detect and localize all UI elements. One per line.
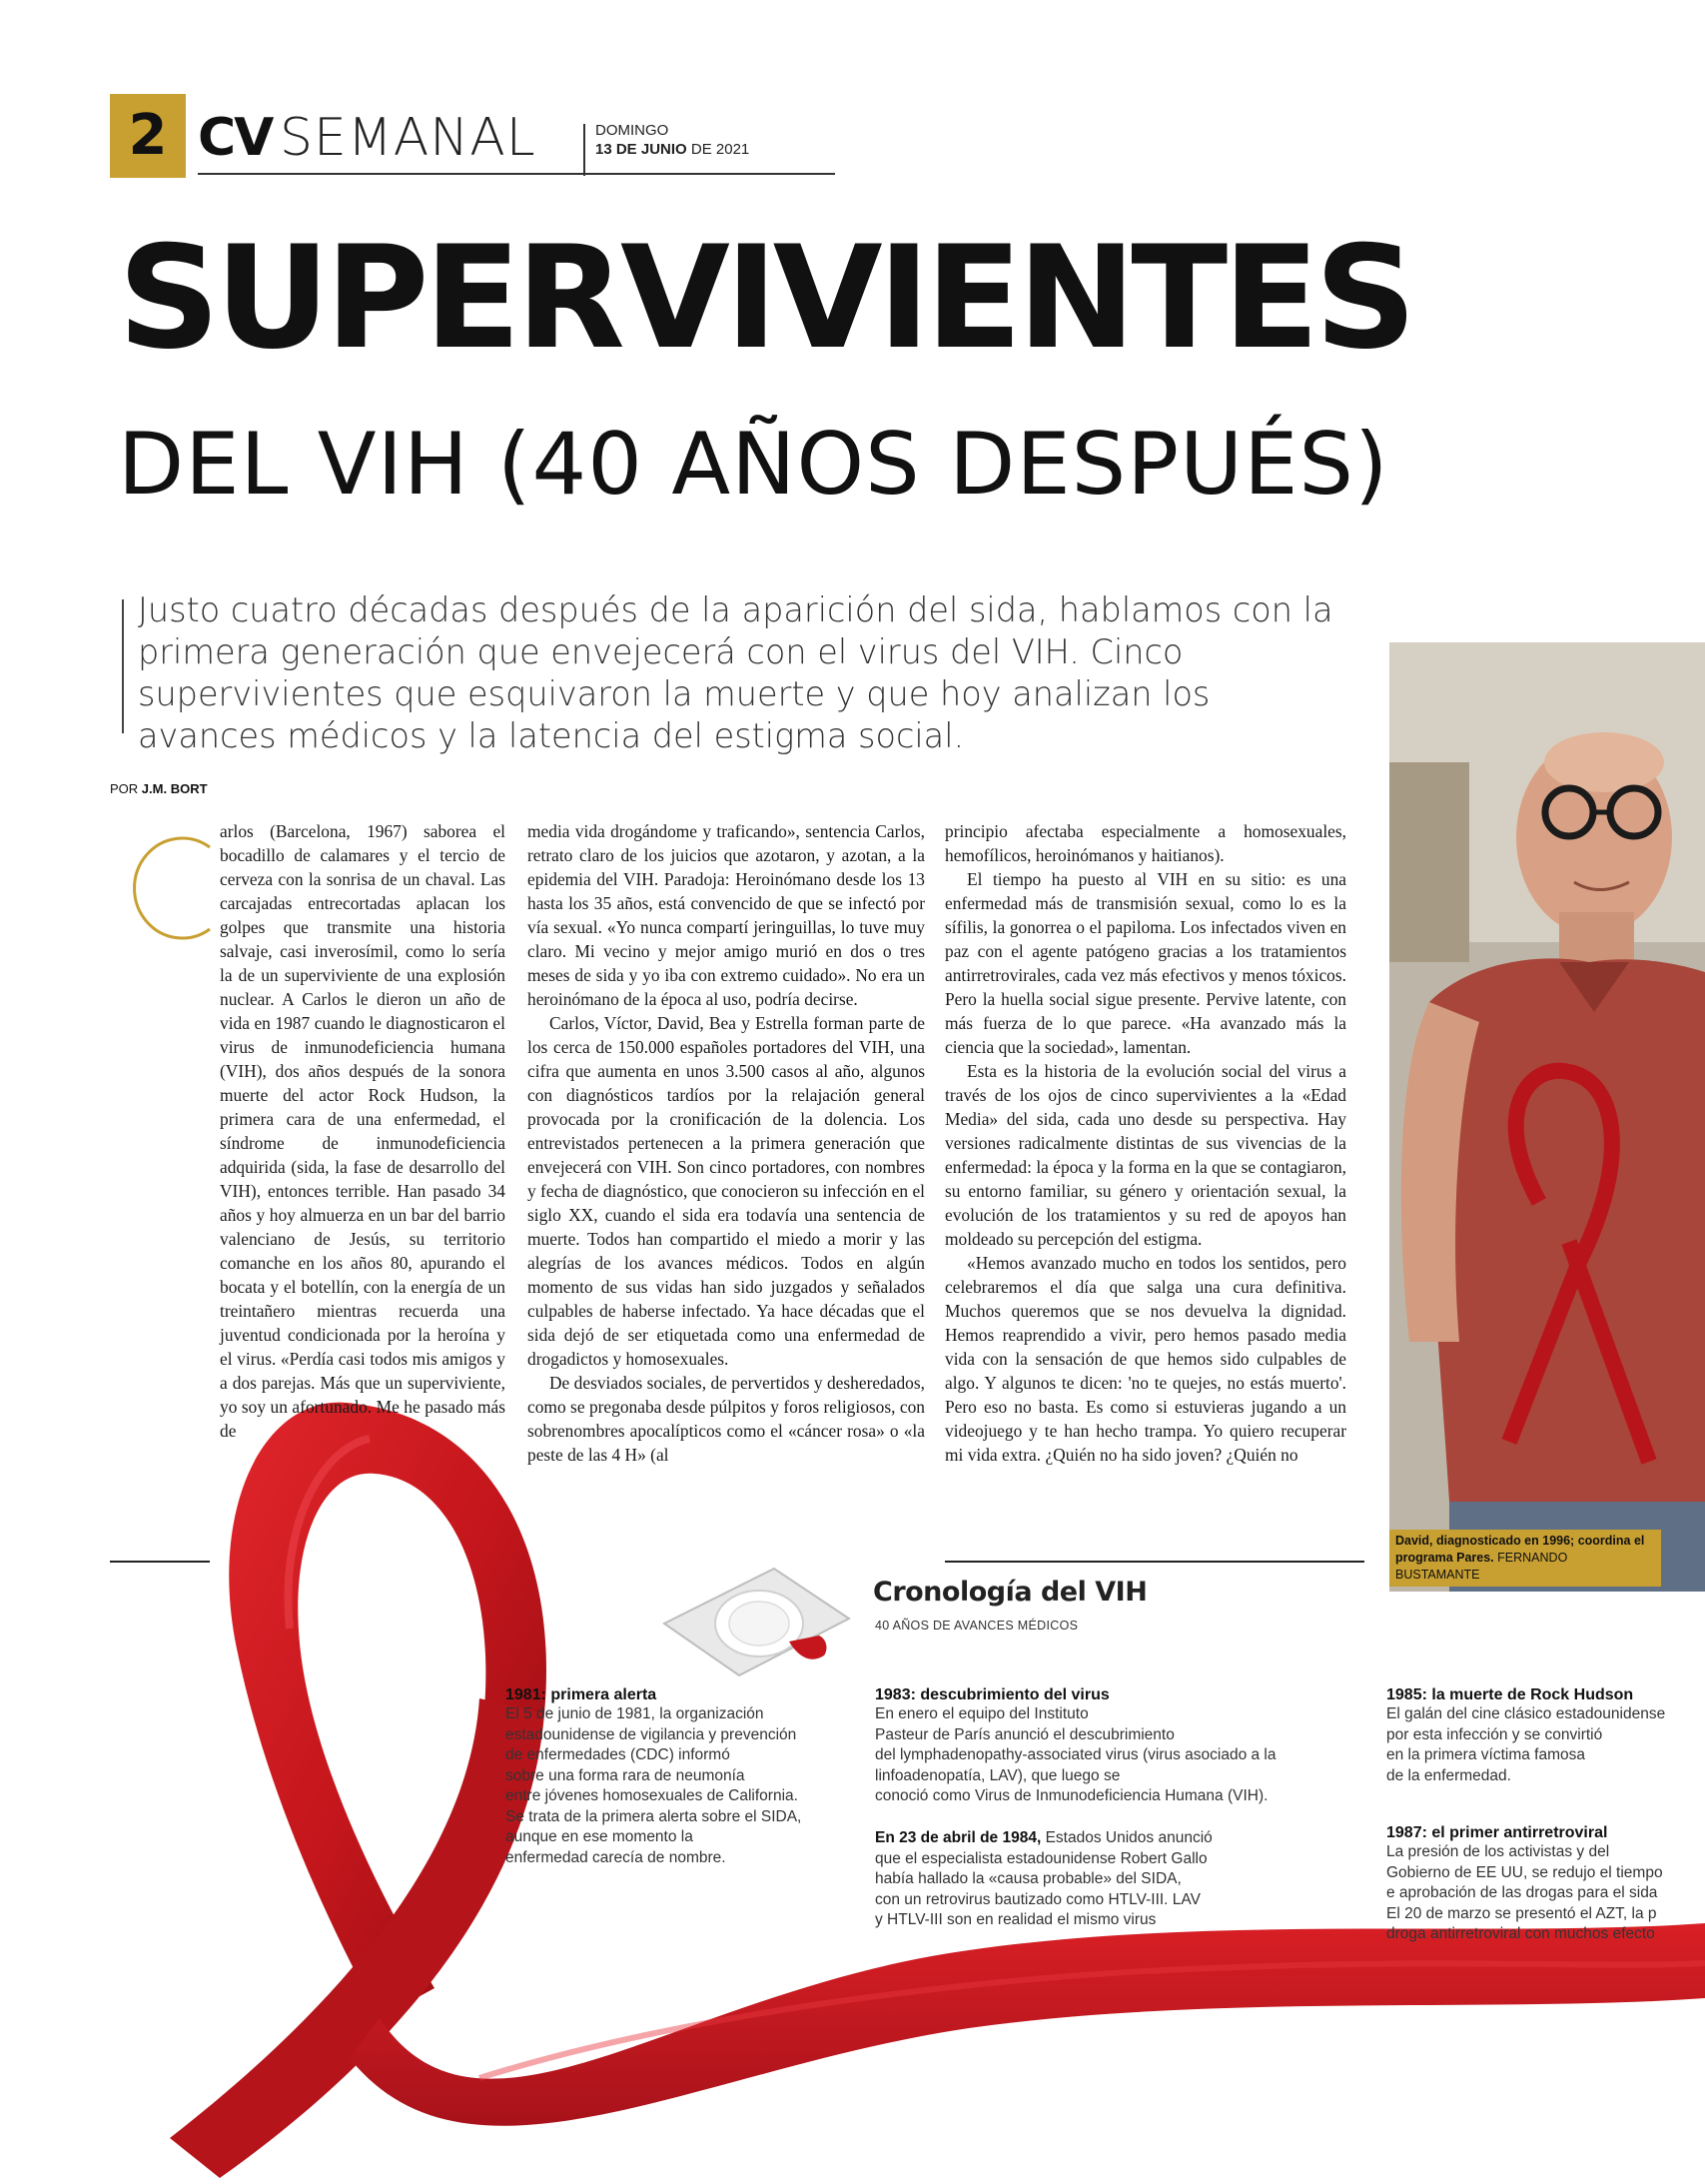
timeline-entry-title: En 23 de abril de 1984,	[875, 1829, 1042, 1846]
timeline-entry-title: 1985: la muerte de Rock Hudson	[1386, 1686, 1634, 1703]
article-column-2	[527, 819, 925, 1467]
timeline-entry-1985	[1386, 1686, 1705, 1786]
header-divider	[583, 124, 585, 176]
timeline-entry-text: En enero el equipo del Instituto Pasteur de París anunció el descubrimiento del lymphadenopathy-associated virus (virus asociado a la linfoadenopatía, LAV), que luego se conoció como Virus de Inmunodeficiencia Humana (VIH).	[875, 1705, 1277, 1804]
caption-text: David, diagnosticado en 1996; coordina el programa Pares.	[1395, 1534, 1645, 1565]
intro-bar	[122, 599, 124, 733]
byline-author: J.M. BORT	[141, 781, 208, 796]
timeline-rule-right	[945, 1561, 1364, 1563]
article-paragraph: De desviados sociales, de pervertidos y desheredados, como se pregonaba desde púlpitos y foros religiosos, con sobrenombres apocalípticos como el «cáncer rosa» o «la peste de las 4 H» (al	[527, 1373, 925, 1465]
article-paragraph: Esta es la historia de la evolución social del virus a través de los ojos de cinco supervivientes a la «Edad Media» del sida, cada uno desde su perspectiva. Hay versiones radicalmente distintas de sus vivencias de la enfermedad: la época y la forma en la que se contagiaron, su entorno familiar, su género y orientación sexual, la evolución de los tratamientos y su red de apoyos han moldeado su percepción del estigma.	[945, 1061, 1346, 1249]
timeline-entry-text: El galán del cine clásico estadounidense por esta infección y se convirtió en la primera víctima famosa de la enfermedad.	[1386, 1705, 1666, 1784]
header-rule	[198, 173, 835, 175]
timeline-entry-title: 1987: el primer antirretroviral	[1386, 1824, 1608, 1841]
timeline-entry-title: 1981: primera alerta	[505, 1686, 657, 1703]
timeline-entry-1983	[875, 1686, 1394, 1807]
header-day: DOMINGO	[595, 122, 669, 139]
intro-text: Justo cuatro décadas después de la aparición del sida, hablamos con la primera generación que envejecerá con el virus del VIH. Cinco supervivientes que esquivaron la muerte y que hoy analizan los avances médicos y la latencia del estigma social.	[138, 590, 1333, 755]
photo-caption	[1389, 1530, 1661, 1587]
header-date	[595, 141, 749, 158]
article-paragraph: media vida drogándome y traficando», sentencia Carlos, retrato claro de los juicios que azotaron, y azotan, a la epidemia del VIH. Paradoja: Heroinómano desde los 13 hasta los 35 años, está convencido de que se infectó por vía sexual. «Yo nunca compartí jeringuillas, lo tuve muy claro. Mi vecino y mejor amigo murió en dos o tres meses de sida y yo iba con extremo cuidado». No era un heroinómano de la época al uso, podría decirse.	[527, 821, 925, 1009]
timeline-subtitle: 40 AÑOS DE AVANCES MÉDICOS	[875, 1619, 1079, 1633]
article-paragraph: arlos (Barcelona, 1967) saborea el bocadillo de calamares y el tercio de cerveza con la sonrisa de un chaval. Las carcajadas entrecortadas aplacan los golpes que transmite una historia salvaje, casi inverosímil, como lo sería la de un superviviente de una explosión nuclear. A Carlos le dieron un año de vida en 1987 cuando le diagnosticaron el virus de inmunodeficiencia humana (VIH), dos años después de la sonora muerte del actor Rock Hudson, la primera cara de una enfermedad, el síndrome de inmunodeficiencia adquirida (sida, la fase de desarrollo del VIH), entonces terrible. Han pasado 34 años y hoy almuerza en un bar del barrio valenciano de Jesús, su territorio comanche en los años 80, apurando el bocata y el botellín, con la energía de un treintañero mientras recuerda una juventud condicionada por la heroína y el virus. «Perdía casi todos mis amigos y a dos parejas. Más que un superviviente, yo soy un afortunado. Me he pasado más de	[220, 821, 505, 1441]
timeline-title: Cronología del VIH	[873, 1577, 1148, 1608]
timeline-entry-1984: En 23 de abril de 1984, Estados Unidos anunció que el especialista estadounidense Robert Gallo había hallado la «causa probable» del SIDA, con un retrovirus bautizado como HTLV-III. LAV y HTLV-III son en realidad el mismo virus	[875, 1829, 1213, 1928]
page-subtitle: DEL VIH (40 AÑOS DESPUÉS)	[118, 415, 1389, 515]
caption-credit: FERNANDO BUSTAMANTE	[1395, 1551, 1568, 1582]
portrait-illustration	[1389, 642, 1705, 1592]
brand-cv: CV	[198, 108, 273, 168]
photo-david	[1389, 642, 1705, 1592]
timeline-entry-title: 1983: descubrimiento del virus	[875, 1686, 1110, 1703]
page-title: SUPERVIVIENTES	[118, 216, 1412, 381]
article-column-3	[945, 819, 1346, 1467]
condom-package-image	[654, 1564, 854, 1678]
article-paragraph: El tiempo ha puesto al VIH en su sitio: es una enfermedad más de transmisión sexual, como lo es la sífilis, la gonorrea o el papiloma. Los infectados viven en paz con el agente patógeno gracias a los tratamientos antirretrovirales, cada vez más efectivos y menos tóxicos. Pero la huella social sigue presente. Pervive latente, con más fuerza de lo que parece. «Ha avanzado más la ciencia que la sociedad», lamentan.	[945, 869, 1346, 1057]
header-date-bold: 13 DE JUNIO	[595, 141, 687, 158]
article-paragraph: principio afectaba especialmente a homosexuales, hemofílicos, heroinómanos y haitianos).	[945, 821, 1346, 865]
timeline-entry-1987	[1386, 1824, 1705, 1945]
article-paragraph: «Hemos avanzado mucho en todos los sentidos, pero celebraremos el día que salga una cura definitiva. Muchos queremos que se nos devuelva la dignidad. Hemos reaprendido a vivir, pero hemos pasado media vida con la sensación de que hemos sido culpables de algo. Y algunos te dicen: 'no te quejes, no estás muerto'. Pero eso no basta. Es como si estuvieras jugando a un videojuego y te han hecho trampa. Yo quiero recuperar mi vida extra. ¿Quién no ha sido joven? ¿Quién no	[945, 1253, 1346, 1465]
timeline-entry-1981	[505, 1686, 865, 1868]
article-column-1	[110, 819, 505, 1443]
timeline-entry-text: La presión de los activistas y del Gobierno de EE UU, se redujo el tiempo e aprobación de las drogas para el sida El 20 de marzo se presentó el AZT, la p droga antirretroviral con muchos efecto	[1386, 1843, 1663, 1942]
header-date-year: DE 2021	[690, 141, 750, 158]
byline-prefix: POR	[110, 781, 139, 796]
byline	[110, 781, 208, 796]
page-number: 2	[110, 94, 186, 178]
article-paragraph: Carlos, Víctor, David, Bea y Estrella forman parte de los cerca de 150.000 españoles portadores del VIH, una cifra que aumenta en unos 3.500 casos al año, algunos con diagnósticos tardíos por la relajación general provocada por la cronificación de la dolencia. Los entrevistados pertenecen a la primera generación que envejecerá con VIH. Son cinco portadores, con nombres y fecha de diagnóstico, que conocieron su infección en el siglo XX, cuando el sida era todavía una sentencia de muerte. Todos han compartido el miedo a morir y las alegrías de los avances médicos. Todos en algún momento de sus vidas han sido juzgados y señalados culpables de haberse infectado. Ya hace décadas que el sida dejó de ser etiquetada como una enfermedad de drogadictos y homosexuales.	[527, 1013, 925, 1369]
brand-semanal: SEMANAL	[280, 108, 536, 168]
timeline-entry-text: El 5 de junio de 1981, la organización estadounidense de vigilancia y prevención de enfermedades (CDC) informó sobre una forma rara de neumonía entre jóvenes homosexuales de California. Se trata de la primera alerta sobre el SIDA, aunque en ese momento la enfermedad carecía de nombre.	[505, 1705, 802, 1866]
timeline-rule-left	[110, 1561, 210, 1563]
